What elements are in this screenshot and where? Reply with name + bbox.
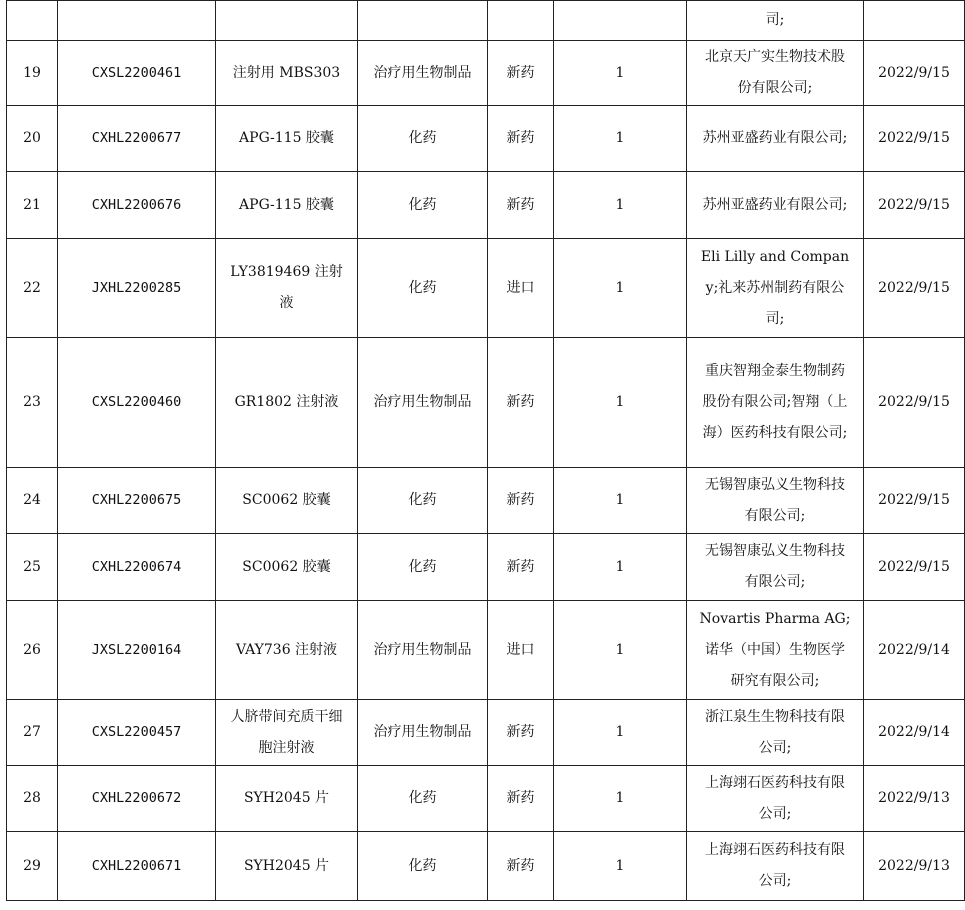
cell-category: 化药 xyxy=(358,468,488,534)
cell-name: LY3819469 注射液 xyxy=(216,239,358,338)
cell-count: 1 xyxy=(554,534,687,601)
cell-date: 2022/9/14 xyxy=(864,700,965,766)
cell-name: SC0062 胶囊 xyxy=(216,468,358,534)
cell-code: CXSL2200461 xyxy=(58,41,216,106)
cell-type xyxy=(488,1,554,41)
cell-count: 1 xyxy=(554,41,687,106)
cell-date: 2022/9/14 xyxy=(864,601,965,700)
drug-registration-table xyxy=(6,0,965,901)
table-row xyxy=(7,766,965,832)
cell-company: 上海翊石医药科技有限公司; xyxy=(687,766,864,832)
cell-name: APG-115 胶囊 xyxy=(216,172,358,239)
cell-company: Eli Lilly and Company;礼来苏州制药有限公司; xyxy=(687,239,864,338)
cell-type: 新药 xyxy=(488,106,554,172)
cell-count: 1 xyxy=(554,601,687,700)
cell-count: 1 xyxy=(554,700,687,766)
cell-code: CXHL2200671 xyxy=(58,832,216,901)
cell-type: 进口 xyxy=(488,239,554,338)
table-row xyxy=(7,468,965,534)
cell-company: 上海翊石医药科技有限公司; xyxy=(687,832,864,901)
cell-company: 无锡智康弘义生物科技有限公司; xyxy=(687,534,864,601)
table-row xyxy=(7,239,965,338)
cell-date: 2022/9/15 xyxy=(864,172,965,239)
cell-no: 24 xyxy=(7,468,58,534)
cell-company: 北京天广实生物技术股份有限公司; xyxy=(687,41,864,106)
cell-code xyxy=(58,1,216,41)
drug-registration-table-page xyxy=(6,0,950,901)
cell-name: SYH2045 片 xyxy=(216,832,358,901)
cell-name: VAY736 注射液 xyxy=(216,601,358,700)
cell-name: SYH2045 片 xyxy=(216,766,358,832)
table-row xyxy=(7,106,965,172)
table-row xyxy=(7,172,965,239)
cell-no: 20 xyxy=(7,106,58,172)
cell-company: 苏州亚盛药业有限公司; xyxy=(687,106,864,172)
cell-category: 治疗用生物制品 xyxy=(358,601,488,700)
cell-no: 23 xyxy=(7,338,58,468)
cell-category: 治疗用生物制品 xyxy=(358,338,488,468)
table-body xyxy=(7,1,965,901)
cell-type: 新药 xyxy=(488,172,554,239)
cell-type: 新药 xyxy=(488,534,554,601)
cell-category: 治疗用生物制品 xyxy=(358,700,488,766)
cell-name xyxy=(216,1,358,41)
cell-code: CXHL2200674 xyxy=(58,534,216,601)
cell-category: 治疗用生物制品 xyxy=(358,41,488,106)
cell-no: 26 xyxy=(7,601,58,700)
cell-type: 新药 xyxy=(488,832,554,901)
cell-type: 新药 xyxy=(488,468,554,534)
cell-name: 注射用 MBS303 xyxy=(216,41,358,106)
cell-no: 25 xyxy=(7,534,58,601)
cell-no: 21 xyxy=(7,172,58,239)
cell-no: 29 xyxy=(7,832,58,901)
cell-company: 苏州亚盛药业有限公司; xyxy=(687,172,864,239)
table-row xyxy=(7,700,965,766)
cell-category: 化药 xyxy=(358,832,488,901)
cell-no: 28 xyxy=(7,766,58,832)
cell-company: 司; xyxy=(687,1,864,41)
cell-no: 22 xyxy=(7,239,58,338)
cell-count: 1 xyxy=(554,832,687,901)
cell-type: 新药 xyxy=(488,766,554,832)
cell-name: 人脐带间充质干细胞注射液 xyxy=(216,700,358,766)
cell-code: JXSL2200164 xyxy=(58,601,216,700)
cell-date: 2022/9/15 xyxy=(864,468,965,534)
cell-date: 2022/9/13 xyxy=(864,832,965,901)
cell-no: 19 xyxy=(7,41,58,106)
cell-no: 27 xyxy=(7,700,58,766)
cell-code: CXSL2200457 xyxy=(58,700,216,766)
cell-type: 进口 xyxy=(488,601,554,700)
cell-code: CXHL2200672 xyxy=(58,766,216,832)
cell-date xyxy=(864,1,965,41)
table-row xyxy=(7,832,965,901)
cell-name: SC0062 胶囊 xyxy=(216,534,358,601)
cell-category xyxy=(358,1,488,41)
cell-name: GR1802 注射液 xyxy=(216,338,358,468)
table-row-continued xyxy=(7,1,965,41)
table-row xyxy=(7,338,965,468)
cell-count: 1 xyxy=(554,239,687,338)
cell-no xyxy=(7,1,58,41)
cell-date: 2022/9/15 xyxy=(864,239,965,338)
table-row xyxy=(7,601,965,700)
cell-type: 新药 xyxy=(488,700,554,766)
cell-code: CXHL2200676 xyxy=(58,172,216,239)
cell-category: 化药 xyxy=(358,766,488,832)
cell-count: 1 xyxy=(554,338,687,468)
cell-type: 新药 xyxy=(488,41,554,106)
cell-category: 化药 xyxy=(358,534,488,601)
cell-count xyxy=(554,1,687,41)
cell-date: 2022/9/15 xyxy=(864,106,965,172)
cell-category: 化药 xyxy=(358,106,488,172)
cell-code: CXSL2200460 xyxy=(58,338,216,468)
cell-name: APG-115 胶囊 xyxy=(216,106,358,172)
cell-company: 重庆智翔金泰生物制药股份有限公司;智翔（上海）医药科技有限公司; xyxy=(687,338,864,468)
cell-count: 1 xyxy=(554,106,687,172)
cell-date: 2022/9/15 xyxy=(864,41,965,106)
cell-company: Novartis Pharma AG;诺华（中国）生物医学研究有限公司; xyxy=(687,601,864,700)
cell-category: 化药 xyxy=(358,239,488,338)
cell-code: JXHL2200285 xyxy=(58,239,216,338)
cell-category: 化药 xyxy=(358,172,488,239)
table-row xyxy=(7,534,965,601)
cell-count: 1 xyxy=(554,766,687,832)
cell-date: 2022/9/15 xyxy=(864,534,965,601)
cell-company: 浙江泉生生物科技有限公司; xyxy=(687,700,864,766)
cell-count: 1 xyxy=(554,468,687,534)
cell-count: 1 xyxy=(554,172,687,239)
cell-type: 新药 xyxy=(488,338,554,468)
cell-code: CXHL2200675 xyxy=(58,468,216,534)
cell-date: 2022/9/13 xyxy=(864,766,965,832)
cell-code: CXHL2200677 xyxy=(58,106,216,172)
cell-company: 无锡智康弘义生物科技有限公司; xyxy=(687,468,864,534)
table-row xyxy=(7,41,965,106)
cell-date: 2022/9/15 xyxy=(864,338,965,468)
